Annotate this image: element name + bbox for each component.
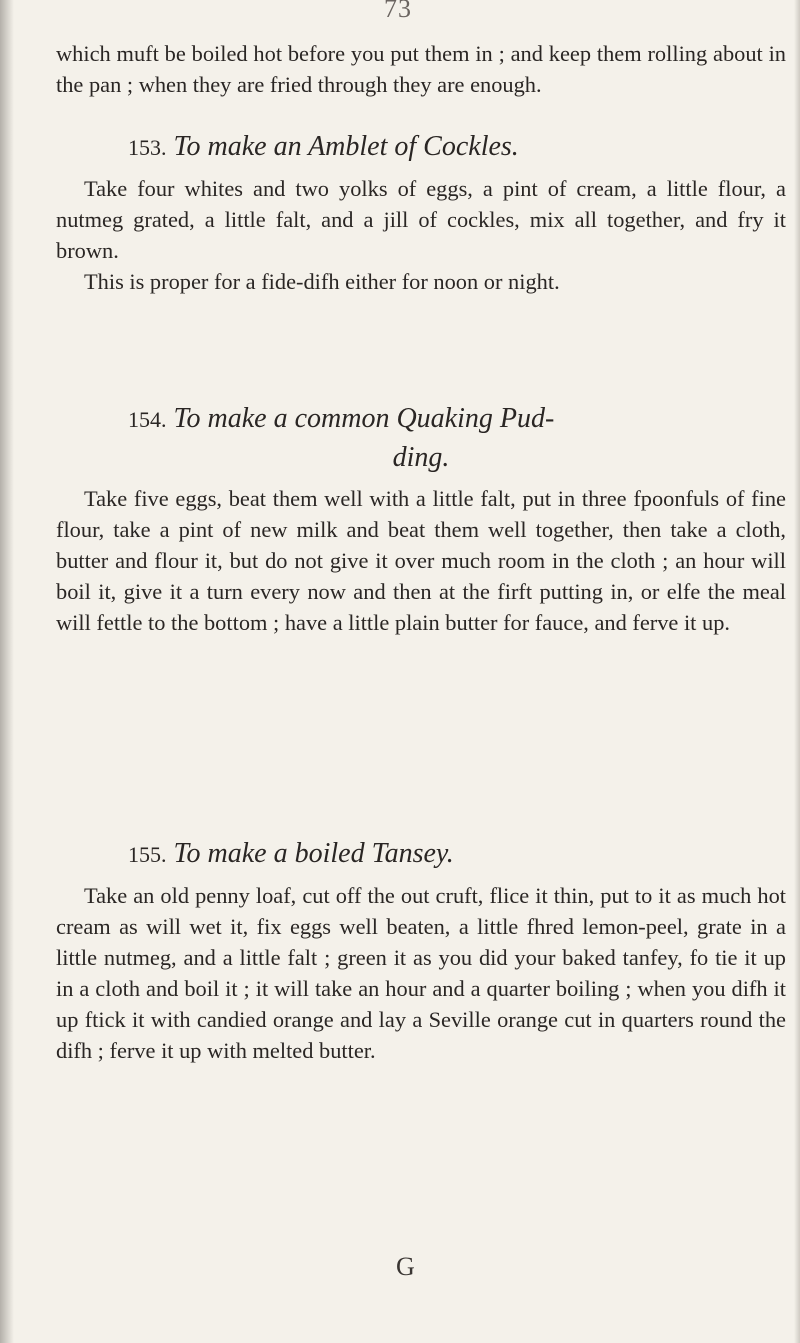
recipe-154 [56, 400, 786, 638]
page-edge [794, 0, 800, 1343]
recipe-153 [56, 128, 786, 297]
recipe-paragraph: Take an old penny loaf, cut off the out cruft, flice it thin, put to it as much hot cream as will wet it, fix eggs well beaten, a little fhred lemon-peel, grate in a little nutmeg, and a little falt ; green it as you did your baked tanfey, fo tie it up in a cloth and boil it ; it will take an hour and a quarter boiling ; when you difh it up ftick it with candied orange and lay a Seville orange cut in quarters round the difh ; ferve it up with melted butter. [56, 883, 786, 1063]
recipe-155 [56, 835, 786, 1066]
recipe-heading [56, 128, 786, 167]
recipe-title: To make a boiled Tansey. [173, 838, 454, 869]
signature-mark: G [396, 1252, 415, 1281]
continuation-paragraph: which muft be boiled hot before you put them in ; and keep them rolling about in the pan ; when they are fried through they are enough. [56, 41, 786, 97]
recipe-title-continuation: ding. [392, 442, 450, 473]
recipe-paragraph: This is proper for a fide-difh either for noon or night. [84, 269, 560, 294]
recipe-paragraph: Take four whites and two yolks of eggs, a pint of cream, a little flour, a nutmeg grated, a little falt, and a jill of cockles, mix all together, and fry it brown. [56, 176, 786, 263]
recipe-paragraph: Take five eggs, beat them well with a little falt, put in three fpoonfuls of fine flour, take a pint of new milk and beat them well together, then take a cloth, butter and flour it, but do not give it over much room in the cloth ; an hour will boil it, give it a turn every now and then at the firft putting in, or elfe the meal will fettle to the bottom ; have a little plain butter for fauce, and ferve it up. [56, 486, 786, 635]
recipe-number: 154. [128, 407, 167, 432]
page-binding-shadow [0, 0, 14, 1343]
recipe-title: To make an Amblet of Cockles. [173, 131, 519, 162]
page-number: 73 [384, 0, 412, 23]
recipe-title: To make a common Quaking Pud- [173, 403, 555, 434]
recipe-number: 153. [128, 135, 167, 160]
recipe-number: 155. [128, 842, 167, 867]
recipe-heading [56, 400, 786, 439]
continuation-block [56, 38, 786, 100]
recipe-heading [56, 835, 786, 874]
